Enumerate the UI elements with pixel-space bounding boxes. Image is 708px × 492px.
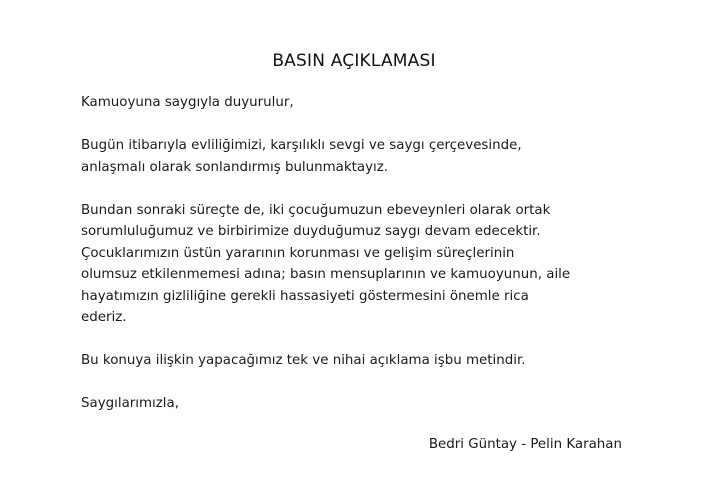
- paragraph-1: [81, 135, 641, 178]
- greeting: Kamuoyuna saygıyla duyurulur,: [81, 95, 294, 110]
- closing: Saygılarımızla,: [81, 396, 179, 411]
- paragraph-2-line: ederiz.: [81, 310, 127, 325]
- document-title: BASIN AÇIKLAMASI: [272, 51, 436, 71]
- paragraph-2-line: olumsuz etkilenmemesi adına; basın mensuplarının ve kamuoyunun, aile: [81, 267, 571, 282]
- paragraph-3: Bu konuya ilişkin yapacağımız tek ve nihai açıklama işbu metindir.: [81, 353, 526, 368]
- paragraph-2: [81, 200, 641, 329]
- paragraph-2-line: hayatımızın gizliliğine gerekli hassasiyeti göstermesini önemle rica: [81, 288, 529, 304]
- paragraph-2-line: Bundan sonraki süreçte de, iki çocuğumuzun ebeveynleri olarak ortak: [81, 202, 551, 218]
- signature: Bedri Güntay - Pelin Karahan: [428, 437, 622, 452]
- paragraph-2-line: sorumluluğumuz ve birbirimize duyduğumuz saygı devam edecektir.: [81, 224, 541, 239]
- paragraph-2-line: Çocuklarımızın üstün yararının korunması ve gelişim süreçlerinin: [81, 245, 515, 261]
- document-body: [81, 92, 641, 436]
- paragraph-1-line: anlaşmalı olarak sonlandırmış bulunmaktayız.: [81, 159, 389, 175]
- paragraph-1-line: Bugün itibarıyla evliliğimizi, karşılıklı sevgi ve saygı çerçevesinde,: [81, 138, 522, 153]
